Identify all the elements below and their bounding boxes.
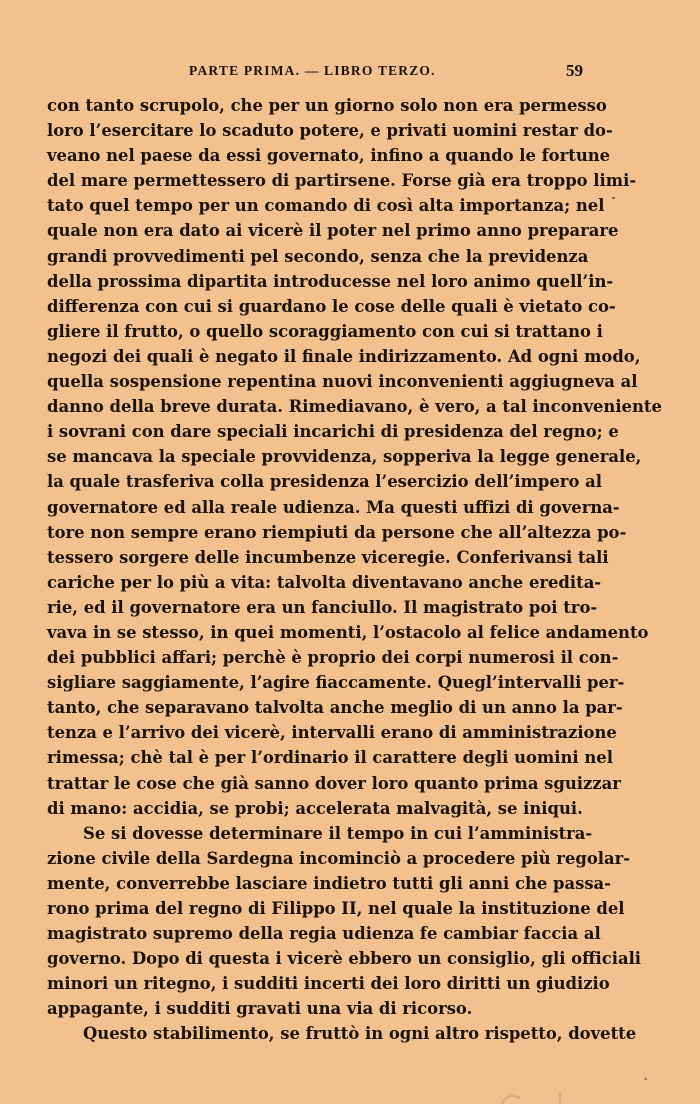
text-line: la quale trasferiva colla presidenza l’esercizio dell’impero al [47, 472, 602, 492]
text-line: danno della breve durata. Rimediavano, è vero, a tal inconveniente [47, 397, 662, 417]
text-line: tore non sempre erano riempiuti da persone che all’altezza po- [47, 522, 627, 542]
watermark-mark [498, 1090, 578, 1104]
text-line: tenza e l’arrivo dei vicerè, intervalli erano di amministrazione [47, 723, 617, 743]
text-line: rie, ed il governatore era un fanciullo. Il magistrato poi tro- [47, 597, 598, 617]
text-line: con tanto scrupolo, che per un giorno solo non era permesso [47, 96, 607, 115]
page-number: 59 [566, 61, 583, 80]
paragraph-last-line: di mano: accidia, se probi; accelerata malvagità, se iniqui. [47, 798, 583, 818]
text-line: del mare permettessero di partirsene. Forse già era troppo limi- [47, 171, 637, 191]
text-line: cariche per lo più a vita: talvolta diventavano anche eredita- [47, 572, 602, 592]
paragraph-first-line: Questo stabilimento, se fruttò in ogni altro rispetto, dovette [83, 1024, 637, 1044]
text-line: loro l’esercitare lo scaduto potere, e privati uomini restar do- [47, 121, 613, 141]
text-line: negozi dei quali è negato il finale indirizzamento. Ad ogni modo, [47, 346, 641, 366]
text-line: veano nel paese da essi governato, infino a quando le fortune [47, 146, 611, 166]
margin-speck [612, 197, 615, 199]
text-line: rono prima del regno di Filippo II, nel quale la instituzione del [47, 899, 625, 918]
text-line: governatore ed alla reale udienza. Ma questi uffizi di governa- [47, 497, 620, 517]
running-header [47, 61, 583, 83]
paragraph-last-line: appagante, i sudditi gravati una via di ricorso. [47, 999, 473, 1019]
text-line: magistrato supremo della regia udienza fe cambiar faccia al [47, 924, 601, 944]
text-line: differenza con cui si guardano le cose delle quali è vietato co- [47, 296, 616, 316]
text-line: gliere il frutto, o quello scoraggiamento con cui si trattano i [47, 321, 603, 341]
text-line: zione civile della Sardegna incominciò a procedere più regolar- [47, 848, 631, 868]
text-line: se mancava la speciale provvidenza, sopperiva la legge generale, [47, 447, 642, 467]
paragraph-first-line: Se si dovesse determinare il tempo in cui l’amministra- [83, 823, 593, 843]
text-line: rimessa; chè tal è per l’ordinario il carattere degli uomini nel [47, 748, 613, 768]
text-line: i sovrani con dare speciali incarichi di presidenza del regno; e [47, 422, 619, 442]
text-line: della prossima dipartita introducesse nel loro animo quell’in- [47, 271, 614, 291]
text-line: tato quel tempo per un comando di così alta importanza; nel [47, 196, 605, 216]
margin-speck [644, 1078, 647, 1080]
text-line: minori un ritegno, i sudditi incerti dei loro diritti un giudizio [47, 974, 610, 994]
text-line: governo. Dopo di questa i vicerè ebbero un consiglio, gli officiali [47, 949, 642, 969]
text-line: tanto, che separavano talvolta anche meglio di un anno la par- [47, 698, 623, 718]
header-title: PARTE PRIMA. — LIBRO TERZO. [189, 63, 436, 78]
text-line: mente, converrebbe lasciare indietro tutti gli anni che passa- [47, 873, 611, 893]
body-text [47, 93, 662, 1047]
text-line: sigliare saggiamente, l’agire fiaccamente. Quegl’intervalli per- [47, 673, 625, 693]
scan-watermark [498, 1090, 578, 1104]
text-line: grandi provvedimenti pel secondo, senza che la previdenza [47, 246, 589, 266]
text-line: dei pubblici affari; perchè è proprio dei corpi numerosi il con- [47, 648, 619, 668]
text-line: quella sospensione repentina nuovi inconvenienti aggiugneva al [47, 372, 638, 392]
text-line: tessero sorgere delle incumbenze viceregie. Conferivansi tali [47, 547, 609, 567]
text-line: vava in se stesso, in quei momenti, l’ostacolo al felice andamento [47, 622, 649, 642]
text-line: quale non era dato ai vicerè il poter nel primo anno preparare [47, 221, 619, 241]
text-line: trattar le cose che già sanno dover loro quanto prima sguizzar [47, 773, 621, 793]
